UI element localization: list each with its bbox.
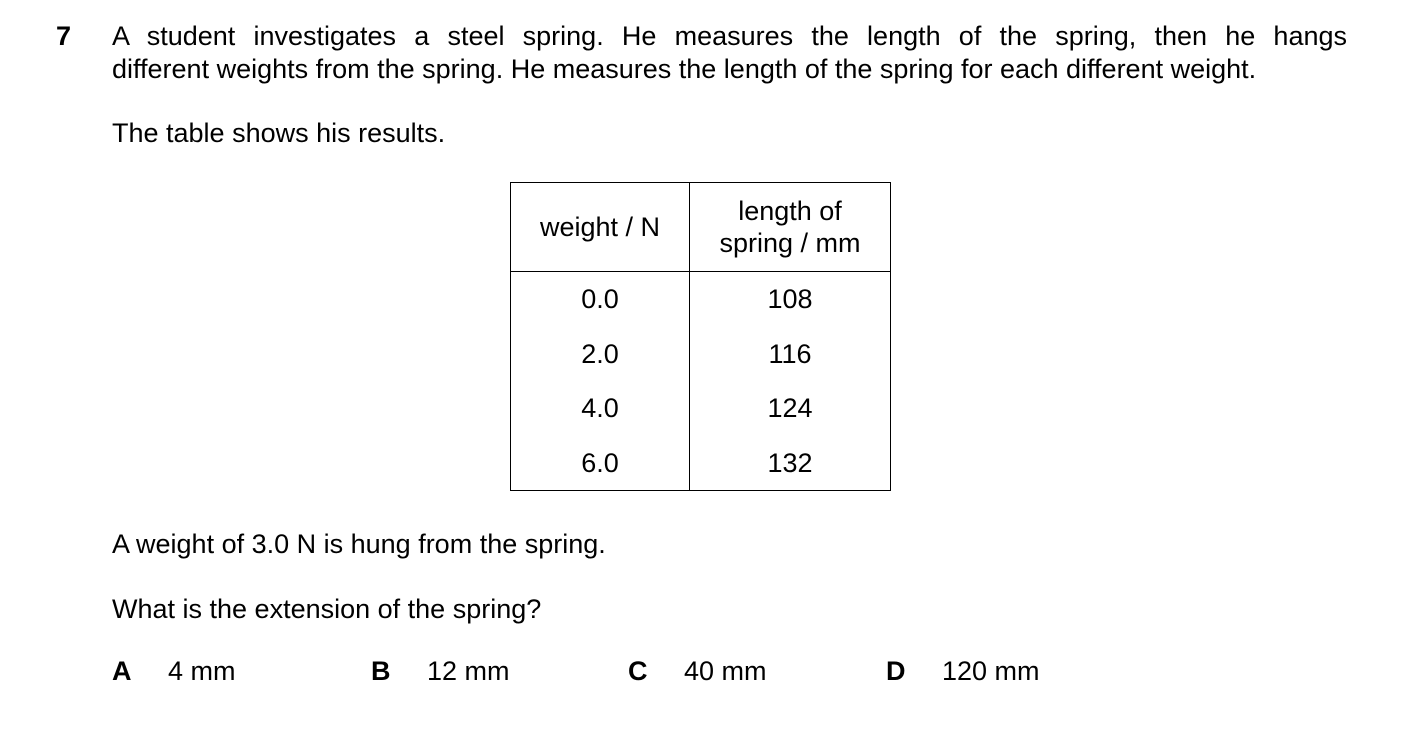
question-intro-line1: A student investigates a steel spring. He measures the length of the spring, then he hangs — [112, 21, 1347, 51]
table-row — [511, 381, 891, 436]
table-row — [511, 436, 891, 491]
question-intro-line2: different weights from the spring. He measures the length of the spring for each different weight. — [112, 54, 1257, 84]
option-d[interactable] — [886, 654, 1040, 688]
cell-length: 116 — [690, 327, 891, 382]
option-b-letter: B — [371, 656, 391, 686]
answer-options — [0, 654, 1403, 688]
option-c-letter: C — [628, 656, 648, 686]
cell-length: 132 — [690, 436, 891, 491]
table-intro-text: The table shows his results. — [112, 118, 446, 148]
header-length — [690, 183, 891, 272]
option-d-letter: D — [886, 656, 906, 686]
table-row — [511, 272, 891, 327]
question-number: 7 — [56, 21, 72, 51]
option-c-value: 40 mm — [684, 656, 767, 686]
option-c[interactable] — [628, 654, 767, 688]
option-a-value: 4 mm — [168, 656, 236, 686]
table-row — [511, 327, 891, 382]
question-intro — [112, 20, 1347, 86]
option-a-letter: A — [112, 656, 132, 686]
cell-weight: 6.0 — [511, 436, 690, 491]
option-b-value: 12 mm — [427, 656, 510, 686]
question-statement: A weight of 3.0 N is hung from the spring. — [112, 529, 606, 559]
header-weight: weight / N — [511, 183, 690, 272]
option-d-value: 120 mm — [942, 656, 1040, 686]
cell-weight: 4.0 — [511, 381, 690, 436]
question-prompt: What is the extension of the spring? — [112, 594, 542, 624]
cell-weight: 0.0 — [511, 272, 690, 327]
results-table — [510, 182, 891, 491]
header-length-line1: length of — [738, 196, 842, 226]
option-b[interactable] — [371, 654, 510, 688]
option-a[interactable] — [112, 654, 236, 688]
cell-length: 108 — [690, 272, 891, 327]
cell-weight: 2.0 — [511, 327, 690, 382]
header-length-line2: spring / mm — [719, 228, 861, 258]
table-header-row — [511, 183, 891, 272]
cell-length: 124 — [690, 381, 891, 436]
